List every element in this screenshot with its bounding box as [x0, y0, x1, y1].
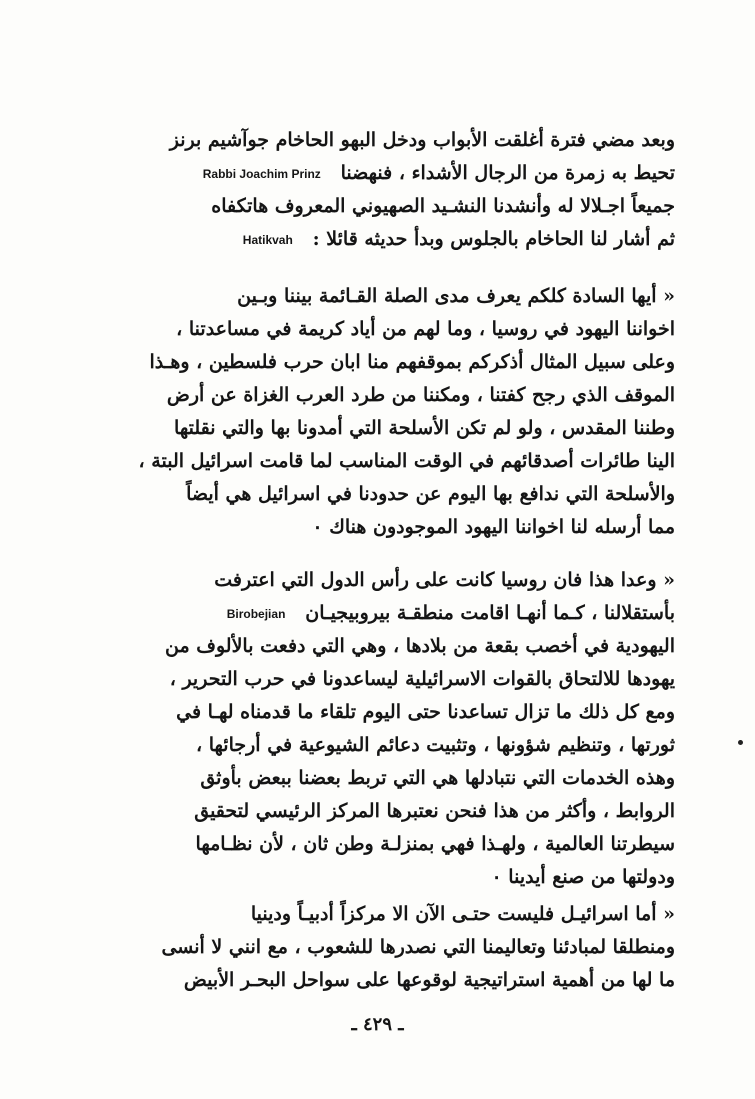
text-line: ومنطلقا لمبادئنا وتعاليمنا التي نصدرها للشعوب ، مع انني لا أنسى: [161, 936, 675, 958]
latin-name: Hatikvah: [242, 232, 293, 247]
text-line: مما أرسله لنا اخواننا اليهود الموجودون هناك ٠: [312, 516, 675, 538]
scan-speck: [738, 740, 743, 745]
text-line: سيطرتنا العالمية ، ولهـذا فهي بمنزلـة وطن ثان ، لأن نظـامها: [195, 833, 675, 855]
text-line: وعلى سبيل المثال أذكركم بموقفهم منا ابان حرب فلسطين ، وهـذا: [149, 351, 675, 373]
text-line: بأستقلالنا ، كـما أنهـا اقامت منطقـة بيروبيجيـان Birobejian: [60, 597, 675, 630]
text-line: وهذه الخدمات التي نتبادلها هي التي تربط بعضنا ببعض بأوثق: [200, 767, 675, 789]
text-line: الروابط ، وأكثر من هذا فنحن نعتبرها المركز الرئيسي لتحقيق: [194, 800, 675, 822]
text-line: ومع كل ذلك ما تزال تساعدنا حتى اليوم تلقاء ما قدمناه لهـا في: [176, 701, 675, 723]
text-line: اليهودية في أخصب بقعة من بلادها ، وهي التي دفعت بالألوف من: [165, 635, 675, 657]
text-line: « وعدا هذا فان روسيا كانت على رأس الدول التي اعترفت: [214, 569, 675, 591]
latin-name: Birobejian: [226, 606, 286, 621]
text-line: ثورتها ، وتنظيم شؤونها ، وتثبيت دعائم الشيوعية في أرجائها ،: [196, 734, 675, 756]
text-line: والأسلحة التي ندافع بها اليوم عن حدودنا في اسرائيل هي أيضاً: [186, 483, 675, 505]
text-line: ثم أشار لنا الحاخام بالجلوس وبدأ حديثه قائلا : Hatikvah: [60, 223, 675, 256]
text-line: وطننا المقدس ، ولو لم تكن الأسلحة التي أمدونا بها والتي نقلتها: [174, 417, 675, 439]
text-line: الينا طائرات أصدقائهم في الوقت المناسب لما قامت اسرائيل البتة ،: [138, 450, 675, 472]
paragraph-2: [60, 280, 675, 544]
latin-name: Rabbi Joachim Prinz: [202, 166, 321, 181]
text-line: وبعد مضي فترة أغلقت الأبواب ودخل البهو الحاخام جوآشيم برنز: [169, 129, 675, 151]
text-line: جميعاً اجـلالا له وأنشدنا النشـيد الصهيوني المعروف هاتكفاه: [211, 195, 675, 217]
text-line: اخواننا اليهود في روسيا ، وما لهم من أياد كريمة في مساعدتنا ،: [176, 318, 675, 340]
text-line: الموقف الذي رجح كفتنا ، ومكننا من طرد العرب الغزاة عن أرض: [166, 384, 675, 406]
paragraph-1: [60, 124, 675, 256]
text-line: « أما اسرائيـل فليست حتـى الآن الا مركزاً أدبيـاً ودينيا: [250, 903, 675, 925]
text-line: ما لها من أهمية استراتيجية لوقوعها على سواحل البحـر الأبيض: [183, 969, 675, 991]
paragraph-4: [60, 898, 675, 997]
text-line: تحيط به زمرة من الرجال الأشداء ، فنهضنا Rabbi Joachim Prinz: [60, 157, 675, 190]
text-line: « أيها السادة كلكم يعرف مدى الصلة القـائمة بيننا وبـين: [237, 285, 675, 307]
page-number: ـ ٤٢٩ ـ: [351, 1014, 404, 1035]
text-line: يهودها للالتحاق بالقوات الاسرائيلية ليساعدونا في حرب التحرير ،: [169, 668, 675, 690]
paragraph-3: [60, 564, 675, 894]
text-line: ودولتها من صنع أيدينا ٠: [491, 866, 675, 888]
